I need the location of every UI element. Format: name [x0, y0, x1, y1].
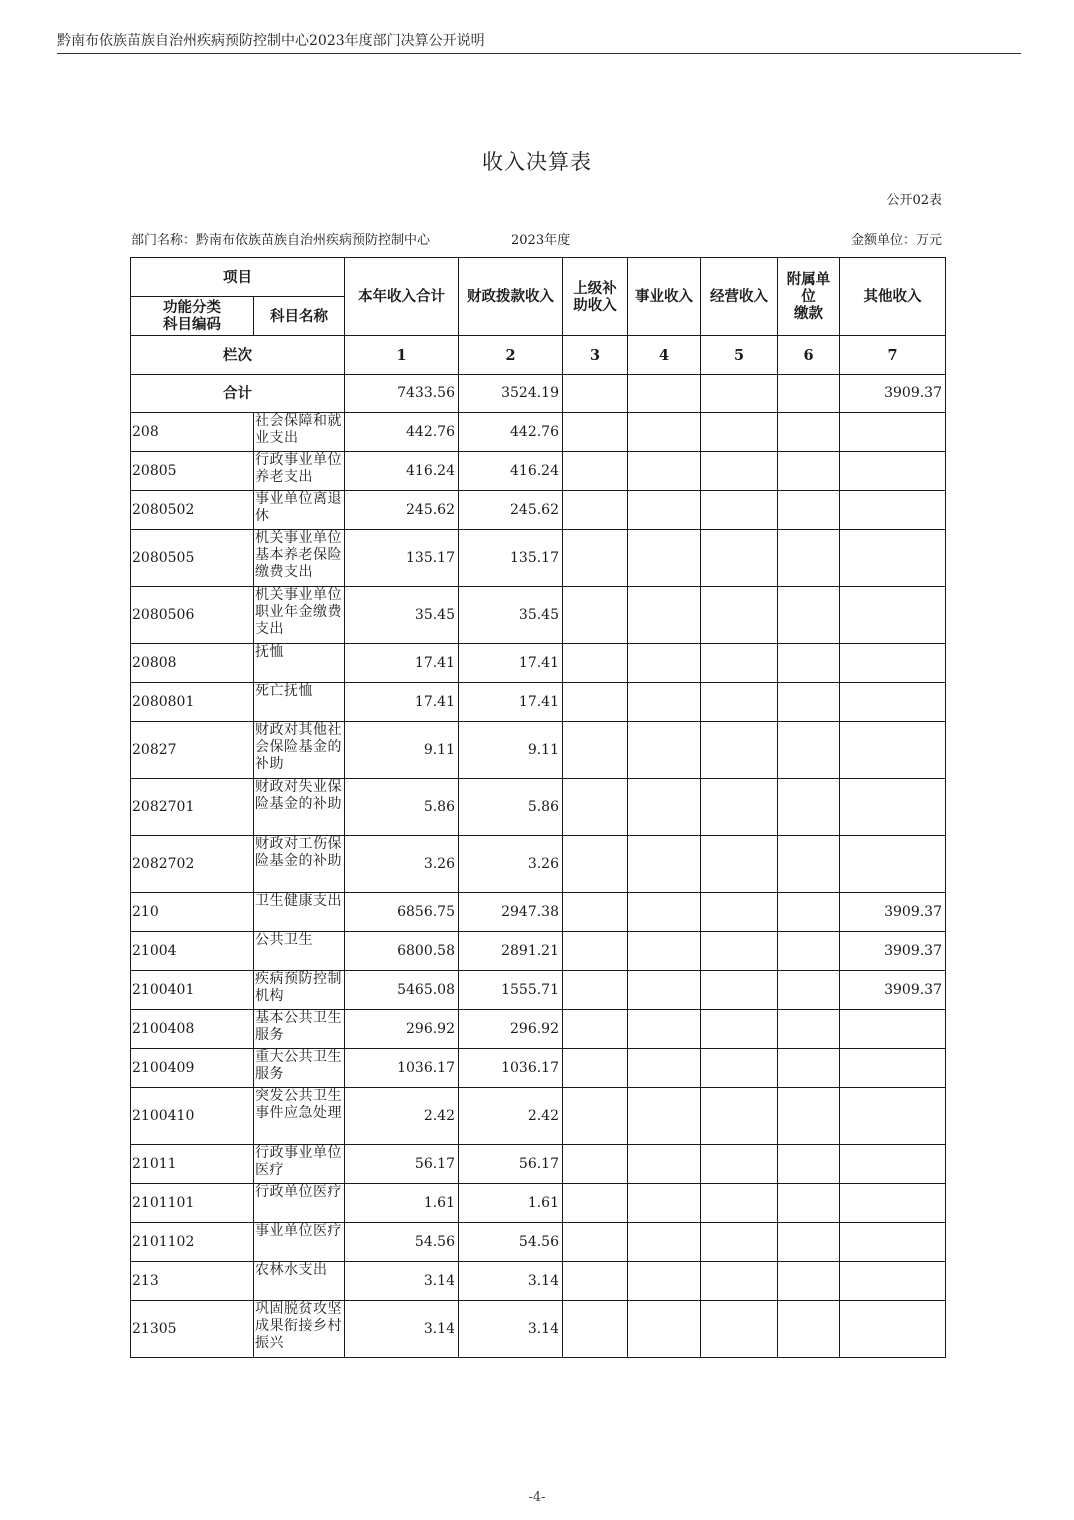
- cell-superior: [563, 1049, 628, 1088]
- cell-operating: [701, 491, 778, 530]
- cell-code: 20808: [131, 644, 254, 683]
- cell-total: 6800.58: [345, 932, 459, 971]
- cell-total: 245.62: [345, 491, 459, 530]
- cell-fiscal: 3.14: [459, 1301, 563, 1358]
- cell-code: 2100401: [131, 971, 254, 1010]
- cell-affiliated: [778, 587, 840, 644]
- cell-superior: [563, 893, 628, 932]
- col-index-3: 3: [563, 336, 628, 375]
- cell-other: [840, 644, 946, 683]
- header-fiscal: 财政拨款收入: [459, 258, 563, 336]
- table-row: [131, 1223, 946, 1262]
- cell-superior: [563, 683, 628, 722]
- cell-code: 2100409: [131, 1049, 254, 1088]
- cell-business: [628, 1145, 701, 1184]
- total-row-business: [628, 375, 701, 413]
- cell-business: [628, 1184, 701, 1223]
- cell-fiscal: 17.41: [459, 683, 563, 722]
- cell-code: 2080502: [131, 491, 254, 530]
- cell-affiliated: [778, 1223, 840, 1262]
- cell-superior: [563, 1223, 628, 1262]
- cell-operating: [701, 1262, 778, 1301]
- cell-superior: [563, 452, 628, 491]
- cell-affiliated: [778, 413, 840, 452]
- cell-superior: [563, 779, 628, 836]
- cell-superior: [563, 932, 628, 971]
- cell-total: 54.56: [345, 1223, 459, 1262]
- cell-other: [840, 1010, 946, 1049]
- cell-superior: [563, 1145, 628, 1184]
- cell-superior: [563, 587, 628, 644]
- cell-business: [628, 452, 701, 491]
- cell-name: 死亡抚恤: [254, 683, 345, 722]
- cell-name: 公共卫生: [254, 932, 345, 971]
- cell-affiliated: [778, 971, 840, 1010]
- cell-fiscal: 54.56: [459, 1223, 563, 1262]
- col-index-4: 4: [628, 336, 701, 375]
- cell-affiliated: [778, 893, 840, 932]
- cell-other: 3909.37: [840, 893, 946, 932]
- table-row: [131, 1262, 946, 1301]
- cell-affiliated: [778, 1049, 840, 1088]
- cell-total: 296.92: [345, 1010, 459, 1049]
- cell-name: 机关事业单位基本养老保险缴费支出: [254, 530, 345, 587]
- total-row-affiliated: [778, 375, 840, 413]
- cell-other: [840, 1184, 946, 1223]
- cell-fiscal: 35.45: [459, 587, 563, 644]
- cell-other: [840, 1223, 946, 1262]
- cell-other: [840, 491, 946, 530]
- cell-affiliated: [778, 779, 840, 836]
- cell-operating: [701, 683, 778, 722]
- cell-affiliated: [778, 530, 840, 587]
- cell-superior: [563, 1301, 628, 1358]
- cell-other: [840, 836, 946, 893]
- col-index-1: 1: [345, 336, 459, 375]
- cell-business: [628, 1301, 701, 1358]
- cell-operating: [701, 836, 778, 893]
- cell-other: [840, 452, 946, 491]
- cell-code: 210: [131, 893, 254, 932]
- header-superior: 上级补 助收入: [563, 258, 628, 336]
- table-row: [131, 1301, 946, 1358]
- cell-total: 1036.17: [345, 1049, 459, 1088]
- cell-code: 2101102: [131, 1223, 254, 1262]
- cell-superior: [563, 1088, 628, 1145]
- cell-business: [628, 1223, 701, 1262]
- cell-operating: [701, 1010, 778, 1049]
- fiscal-year: 2023年度: [511, 233, 571, 248]
- cell-other: [840, 722, 946, 779]
- cell-total: 3.14: [345, 1301, 459, 1358]
- table-row: [131, 491, 946, 530]
- cell-affiliated: [778, 1262, 840, 1301]
- cell-other: 3909.37: [840, 932, 946, 971]
- cell-affiliated: [778, 836, 840, 893]
- table-row: [131, 644, 946, 683]
- cell-code: 21011: [131, 1145, 254, 1184]
- cell-fiscal: 135.17: [459, 530, 563, 587]
- income-table: [130, 257, 946, 1358]
- col-index-6: 6: [778, 336, 840, 375]
- cell-superior: [563, 491, 628, 530]
- cell-fiscal: 245.62: [459, 491, 563, 530]
- cell-affiliated: [778, 1301, 840, 1358]
- cell-fiscal: 416.24: [459, 452, 563, 491]
- cell-affiliated: [778, 1145, 840, 1184]
- cell-code: 2101101: [131, 1184, 254, 1223]
- cell-total: 6856.75: [345, 893, 459, 932]
- cell-name: 社会保障和就业支出: [254, 413, 345, 452]
- cell-superior: [563, 530, 628, 587]
- table-row: [131, 722, 946, 779]
- header-affiliated: 附属单 位 缴款: [778, 258, 840, 336]
- table-row: [131, 587, 946, 644]
- cell-code: 20805: [131, 452, 254, 491]
- total-row-superior: [563, 375, 628, 413]
- table-row: [131, 779, 946, 836]
- cell-business: [628, 530, 701, 587]
- cell-total: 5465.08: [345, 971, 459, 1010]
- cell-operating: [701, 1049, 778, 1088]
- cell-fiscal: 2891.21: [459, 932, 563, 971]
- cell-business: [628, 836, 701, 893]
- col-index-2: 2: [459, 336, 563, 375]
- cell-total: 3.26: [345, 836, 459, 893]
- cell-business: [628, 1088, 701, 1145]
- cell-code: 21305: [131, 1301, 254, 1358]
- cell-superior: [563, 1262, 628, 1301]
- cell-total: 2.42: [345, 1088, 459, 1145]
- cell-operating: [701, 779, 778, 836]
- cell-total: 17.41: [345, 644, 459, 683]
- cell-code: 208: [131, 413, 254, 452]
- cell-business: [628, 1049, 701, 1088]
- cell-other: [840, 1262, 946, 1301]
- cell-name: 重大公共卫生服务: [254, 1049, 345, 1088]
- cell-fiscal: 1.61: [459, 1184, 563, 1223]
- cell-name: 卫生健康支出: [254, 893, 345, 932]
- cell-fiscal: 1036.17: [459, 1049, 563, 1088]
- table-row: [131, 413, 946, 452]
- cell-operating: [701, 1145, 778, 1184]
- cell-business: [628, 413, 701, 452]
- cell-business: [628, 644, 701, 683]
- cell-fiscal: 56.17: [459, 1145, 563, 1184]
- cell-business: [628, 491, 701, 530]
- cell-total: 442.76: [345, 413, 459, 452]
- cell-name: 事业单位医疗: [254, 1223, 345, 1262]
- amount-unit: 金额单位：万元: [850, 233, 942, 248]
- cell-other: [840, 1088, 946, 1145]
- cell-total: 1.61: [345, 1184, 459, 1223]
- cell-fiscal: 17.41: [459, 644, 563, 683]
- cell-total: 3.14: [345, 1262, 459, 1301]
- header-divider: [57, 53, 1021, 54]
- cell-fiscal: 2947.38: [459, 893, 563, 932]
- cell-superior: [563, 413, 628, 452]
- table-row: [131, 1088, 946, 1145]
- cell-operating: [701, 893, 778, 932]
- cell-operating: [701, 1301, 778, 1358]
- cell-other: [840, 779, 946, 836]
- cell-other: [840, 413, 946, 452]
- cell-affiliated: [778, 1088, 840, 1145]
- table-row: [131, 836, 946, 893]
- cell-code: 2100408: [131, 1010, 254, 1049]
- cell-total: 35.45: [345, 587, 459, 644]
- cell-total: 5.86: [345, 779, 459, 836]
- cell-name: 机关事业单位职业年金缴费支出: [254, 587, 345, 644]
- cell-code: 2080505: [131, 530, 254, 587]
- table-row: [131, 683, 946, 722]
- cell-superior: [563, 1184, 628, 1223]
- cell-total: 9.11: [345, 722, 459, 779]
- cell-operating: [701, 644, 778, 683]
- cell-operating: [701, 722, 778, 779]
- cell-fiscal: 2.42: [459, 1088, 563, 1145]
- cell-name: 行政事业单位养老支出: [254, 452, 345, 491]
- header-code: 功能分类 科目编码: [131, 297, 254, 336]
- cell-code: 2082701: [131, 779, 254, 836]
- cell-affiliated: [778, 932, 840, 971]
- cell-name: 行政单位医疗: [254, 1184, 345, 1223]
- document-header: 黔南布依族苗族自治州疾病预防控制中心2023年度部门决算公开说明: [57, 33, 485, 49]
- total-row-fiscal: 3524.19: [459, 375, 563, 413]
- table-row: [131, 1010, 946, 1049]
- table-row: [131, 1184, 946, 1223]
- header-item: 项目: [131, 258, 345, 297]
- cell-affiliated: [778, 683, 840, 722]
- cell-operating: [701, 971, 778, 1010]
- cell-business: [628, 932, 701, 971]
- cell-other: [840, 1049, 946, 1088]
- cell-total: 135.17: [345, 530, 459, 587]
- cell-operating: [701, 530, 778, 587]
- cell-total: 416.24: [345, 452, 459, 491]
- cell-operating: [701, 452, 778, 491]
- cell-other: 3909.37: [840, 971, 946, 1010]
- cell-fiscal: 1555.71: [459, 971, 563, 1010]
- cell-fiscal: 5.86: [459, 779, 563, 836]
- table-row: [131, 530, 946, 587]
- cell-affiliated: [778, 644, 840, 683]
- cell-operating: [701, 587, 778, 644]
- cell-name: 疾病预防控制机构: [254, 971, 345, 1010]
- cell-other: [840, 683, 946, 722]
- cell-other: [840, 1145, 946, 1184]
- cell-name: 财政对失业保险基金的补助: [254, 779, 345, 836]
- cell-operating: [701, 1184, 778, 1223]
- department-name: 部门名称：黔南布依族苗族自治州疾病预防控制中心: [131, 233, 431, 248]
- cell-superior: [563, 1010, 628, 1049]
- cell-business: [628, 1010, 701, 1049]
- cell-affiliated: [778, 491, 840, 530]
- table-row: [131, 893, 946, 932]
- cell-fiscal: 3.14: [459, 1262, 563, 1301]
- cell-superior: [563, 971, 628, 1010]
- cell-fiscal: 296.92: [459, 1010, 563, 1049]
- cell-other: [840, 530, 946, 587]
- cell-code: 2082702: [131, 836, 254, 893]
- cell-business: [628, 1262, 701, 1301]
- cell-operating: [701, 1088, 778, 1145]
- cell-fiscal: 442.76: [459, 413, 563, 452]
- cell-operating: [701, 1223, 778, 1262]
- cell-name: 事业单位离退休: [254, 491, 345, 530]
- cell-business: [628, 683, 701, 722]
- header-operating: 经营收入: [701, 258, 778, 336]
- cell-business: [628, 971, 701, 1010]
- cell-other: [840, 587, 946, 644]
- cell-code: 20827: [131, 722, 254, 779]
- cell-superior: [563, 722, 628, 779]
- cell-affiliated: [778, 452, 840, 491]
- cell-name: 农林水支出: [254, 1262, 345, 1301]
- header-business: 事业收入: [628, 258, 701, 336]
- cell-code: 2080801: [131, 683, 254, 722]
- col-index-7: 7: [840, 336, 946, 375]
- total-row-operating: [701, 375, 778, 413]
- cell-superior: [563, 644, 628, 683]
- cell-fiscal: 3.26: [459, 836, 563, 893]
- header-other: 其他收入: [840, 258, 946, 336]
- table-row: [131, 971, 946, 1010]
- cell-name: 财政对其他社会保险基金的补助: [254, 722, 345, 779]
- cell-fiscal: 9.11: [459, 722, 563, 779]
- form-number: 公开02表: [886, 193, 942, 208]
- header-total: 本年收入合计: [345, 258, 459, 336]
- total-row-total: 7433.56: [345, 375, 459, 413]
- cell-name: 突发公共卫生事件应急处理: [254, 1088, 345, 1145]
- col-index-label: 栏次: [131, 336, 345, 375]
- cell-total: 17.41: [345, 683, 459, 722]
- col-index-5: 5: [701, 336, 778, 375]
- cell-business: [628, 893, 701, 932]
- cell-affiliated: [778, 1010, 840, 1049]
- page-number: -4-: [528, 1490, 546, 1505]
- cell-affiliated: [778, 1184, 840, 1223]
- table-row: [131, 932, 946, 971]
- cell-code: 21004: [131, 932, 254, 971]
- cell-operating: [701, 932, 778, 971]
- cell-code: 2080506: [131, 587, 254, 644]
- cell-total: 56.17: [345, 1145, 459, 1184]
- cell-code: 213: [131, 1262, 254, 1301]
- cell-name: 抚恤: [254, 644, 345, 683]
- cell-business: [628, 722, 701, 779]
- total-row-other: 3909.37: [840, 375, 946, 413]
- cell-name: 财政对工伤保险基金的补助: [254, 836, 345, 893]
- table-row: [131, 1145, 946, 1184]
- cell-name: 巩固脱贫攻坚成果衔接乡村振兴: [254, 1301, 345, 1358]
- cell-business: [628, 587, 701, 644]
- cell-operating: [701, 413, 778, 452]
- table-title: 收入决算表: [482, 150, 592, 174]
- table-row: [131, 452, 946, 491]
- cell-name: 基本公共卫生服务: [254, 1010, 345, 1049]
- cell-business: [628, 779, 701, 836]
- cell-superior: [563, 836, 628, 893]
- cell-other: [840, 1301, 946, 1358]
- cell-affiliated: [778, 722, 840, 779]
- total-row-label: 合计: [131, 375, 345, 413]
- cell-name: 行政事业单位医疗: [254, 1145, 345, 1184]
- table-row: [131, 1049, 946, 1088]
- cell-code: 2100410: [131, 1088, 254, 1145]
- header-name: 科目名称: [254, 297, 345, 336]
